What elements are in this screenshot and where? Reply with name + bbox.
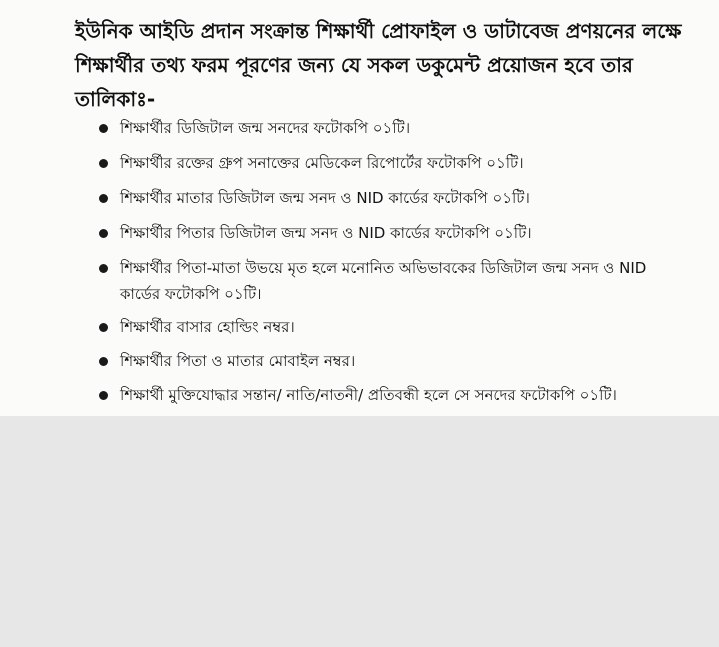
list-item-text: শিক্ষার্থীর ডিজিটাল জন্ম সনদের ফটোকপি ০১টি।	[120, 119, 411, 137]
list-item-text: শিক্ষার্থীর পিতা ও মাতার মোবাইল নম্বর।	[120, 352, 356, 370]
bullet-icon	[99, 357, 108, 366]
list-item	[99, 348, 689, 374]
list-item-text: শিক্ষার্থীর পিতা-মাতা উভয়ে মৃত হলে মনোনিত অভিভাবকের ডিজিটাল জন্ম সনদ ও NID কার্ডের ফটোকপি ০১টি।	[120, 259, 647, 303]
list-item-text: শিক্ষার্থীর পিতার ডিজিটাল জন্ম সনদ ও NID কার্ডের ফটোকপি ০১টি।	[120, 224, 532, 242]
document-heading: ইউনিক আইডি প্রদান সংক্রান্ত শিক্ষার্থী প্রোফাইল ও ডাটাবেজ প্রণয়নের লক্ষে শিক্ষার্থীর তথ্য ফরম পূরণের জন্য যে সকল ডকুমেন্ট প্রয়োজন হবে তার তালিকাঃ-	[75, 19, 682, 111]
list-item-text: শিক্ষার্থীর মাতার ডিজিটাল জন্ম সনদ ও NID কার্ডের ফটোকপি ০১টি।	[120, 189, 530, 207]
list-item	[99, 150, 689, 176]
list-item	[99, 255, 689, 307]
bullet-icon	[99, 124, 108, 133]
list-item	[99, 220, 689, 246]
list-item	[99, 382, 689, 408]
list-item-text: শিক্ষার্থীর বাসার হোল্ডিং নম্বর।	[120, 318, 295, 336]
list-item-text: শিক্ষার্থীর রক্তের গ্রুপ সনাক্তের মেডিকেল রিপোর্টের ফটোকপি ০১টি।	[120, 154, 524, 172]
list-item	[99, 314, 689, 340]
bullet-icon	[99, 264, 108, 273]
bullet-icon	[99, 391, 108, 400]
bullet-icon	[99, 323, 108, 332]
list-item	[99, 115, 689, 141]
bullet-icon	[99, 194, 108, 203]
gray-overlay-panel	[0, 416, 719, 647]
list-item-text: শিক্ষার্থী মুক্তিযোদ্ধার সন্তান/ নাতি/নাতনী/ প্রতিবন্ধী হলে সে সনদের ফটোকপি ০১টি।	[120, 386, 617, 404]
bullet-icon	[99, 159, 108, 168]
list-item	[99, 185, 689, 211]
bullet-icon	[99, 229, 108, 238]
